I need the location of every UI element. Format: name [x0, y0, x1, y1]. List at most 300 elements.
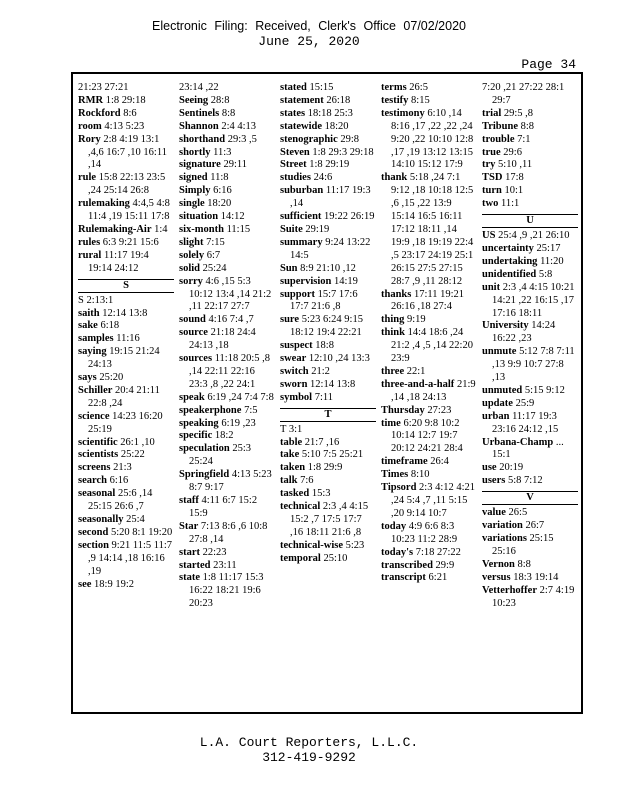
page-line-refs: 6:10 ,14 8:16 ,17 ,22 ,22 ,24 9:20 ,22 10:10 12:8 ,17 ,19 13:12 13:15 14:10 15:12 17:9	[391, 107, 474, 171]
index-term: transcribed	[381, 559, 433, 571]
index-term: two	[482, 198, 499, 210]
index-term: scientists	[78, 449, 119, 461]
page-line-refs: 10:1	[504, 185, 524, 197]
index-entry	[482, 520, 578, 533]
index-term: sure	[280, 314, 300, 326]
index-entry	[280, 159, 376, 172]
index-entry	[381, 560, 477, 573]
index-term: room	[78, 120, 102, 132]
page-line-refs: 8:6	[123, 107, 137, 119]
index-term: Vernon	[482, 558, 515, 570]
page-line-refs: 21:2	[311, 365, 330, 377]
page-line-refs: 2:3 ,4 4:15 15:2 ,7 17:5 17:7 ,16 18:11 21:6 ,8	[290, 501, 369, 538]
page-line-refs: 7:5	[244, 404, 258, 416]
index-entry	[179, 560, 275, 573]
index-term: swear	[280, 353, 307, 365]
page-line-refs: 15:3	[311, 488, 331, 500]
index-entry	[179, 418, 275, 431]
index-entry	[280, 437, 376, 450]
index-term: value	[482, 507, 506, 519]
page-line-refs: 11:15	[226, 223, 251, 235]
index-entry	[482, 411, 578, 437]
index-entry	[280, 540, 376, 553]
page-line-refs: 6:19 ,23	[221, 417, 256, 429]
index-entry	[179, 353, 275, 392]
index-entry	[179, 185, 275, 198]
index-term: trial	[482, 107, 502, 119]
page-line-refs: 5:10 ,11	[498, 159, 533, 171]
index-term: solid	[179, 262, 201, 274]
page-line-refs: 2:8 4:19 13:1 ,4,6 16:7 ,10 16:11 ,14	[88, 133, 167, 171]
index-entry	[482, 507, 578, 520]
index-term: Springfield	[179, 469, 230, 481]
index-term: speculation	[179, 443, 230, 455]
index-term: unidentified	[482, 268, 537, 280]
index-term: timeframe	[381, 456, 428, 468]
page-line-refs: 6:19 ,24 7:4 7:8	[207, 391, 274, 403]
index-entry	[482, 121, 578, 134]
page-line-refs: 6:7	[206, 249, 221, 261]
index-column-4	[381, 82, 477, 585]
index-term: signature	[179, 159, 221, 171]
page-line-refs: 17:8	[505, 172, 524, 184]
index-entry	[78, 488, 174, 514]
index-entry	[179, 211, 275, 224]
index-entry	[78, 527, 174, 540]
index-term: shortly	[179, 146, 211, 158]
index-entry	[179, 276, 275, 315]
index-entry	[78, 475, 174, 488]
index-term: University	[482, 320, 529, 332]
index-entry	[78, 333, 174, 346]
index-entry	[179, 224, 275, 237]
page-line-refs: 2:7 4:19 10:23	[492, 584, 575, 609]
index-term: Shannon	[179, 120, 219, 132]
page-line-refs: 25:24	[202, 262, 227, 274]
index-term: state	[179, 572, 200, 584]
page-line-refs: 14:24 16:22 ,23	[492, 320, 556, 345]
index-entry	[78, 237, 174, 250]
index-column-5	[482, 82, 578, 610]
page-line-refs: 25:20	[99, 372, 124, 384]
index-term: slight	[179, 236, 204, 248]
index-term: speaking	[179, 417, 219, 429]
page-line-refs: 21:9 ,14 ,18 24:13	[391, 378, 476, 403]
index-term: situation	[179, 211, 219, 223]
page-line-refs: 1:8 29:19	[309, 159, 350, 171]
index-entry	[280, 449, 376, 462]
page-line-refs: 7:11	[314, 391, 333, 403]
page-line-refs: 28:8	[210, 94, 230, 106]
index-term: support	[280, 288, 316, 300]
index-entry	[280, 353, 376, 366]
index-entry	[78, 224, 174, 237]
page-line-refs: 25:9	[515, 397, 535, 409]
page-line-refs: 14:12	[220, 211, 245, 223]
index-term: supervision	[280, 275, 332, 287]
index-entry	[482, 230, 578, 243]
page-line-refs: 6:16	[213, 185, 232, 197]
index-term: rural	[78, 249, 102, 261]
index-term: specific	[179, 430, 213, 442]
page-line-refs: 9:24 13:22 14:5	[290, 236, 371, 261]
page-line-refs: T 3:1	[280, 423, 303, 435]
page-line-refs: 27:23	[427, 404, 452, 416]
page-line-refs: 4:11 6:7 15:2 15:9	[189, 495, 258, 519]
index-term: suspect	[280, 340, 313, 352]
page-line-refs: 26:1 ,10	[120, 436, 155, 448]
page-line-refs: 1:8 29:18	[105, 94, 146, 106]
page-line-refs: 20:19	[499, 462, 524, 474]
page-line-refs: S 2:13:1	[78, 294, 114, 306]
index-term: rulemaking	[78, 198, 130, 210]
index-term: talk	[280, 475, 298, 487]
index-term: suburban	[280, 185, 324, 197]
page-line-refs: 26:5	[409, 82, 428, 93]
index-entry	[381, 405, 477, 418]
index-term: time	[381, 417, 401, 429]
index-entry	[280, 392, 376, 405]
page-line-refs: 5:20 8:1 19:20	[110, 526, 173, 538]
index-entry	[179, 147, 275, 160]
index-term: US	[482, 230, 496, 242]
section-letter: U	[482, 214, 578, 228]
hearing-date: June 25, 2020	[258, 34, 360, 49]
page-line-refs: 8:10	[410, 469, 430, 481]
index-entry	[482, 559, 578, 572]
index-entry	[280, 121, 376, 134]
page-line-refs: 19:22 26:19	[324, 211, 375, 223]
page-line-refs: 6:21	[428, 572, 448, 584]
page-line-refs: 5:23	[345, 539, 365, 551]
page-line-refs: 14:19	[333, 275, 358, 287]
index-term: Steven	[280, 146, 310, 158]
page-line-refs: 25:10	[323, 552, 348, 564]
index-entry	[482, 475, 578, 488]
page-line-refs: 26:7	[525, 520, 545, 532]
page-line-refs: 25:4 ,9 ,21 26:10	[498, 230, 570, 242]
index-entry	[381, 172, 477, 288]
index-term: today	[381, 520, 407, 532]
index-entry	[78, 108, 174, 121]
index-term: section	[78, 539, 109, 551]
page-line-refs: 26:18	[326, 94, 351, 106]
page-line-refs: 25:22	[120, 449, 145, 461]
page-line-refs: 25:17	[536, 242, 561, 254]
page-line-refs: 8:15	[411, 94, 430, 106]
index-term: table	[280, 436, 303, 448]
page-line-refs: 29:9	[435, 559, 455, 571]
page-line-refs: ... 15:1	[492, 436, 564, 461]
page-line-refs: 7:20 ,21 27:22 28:1 29:7	[482, 82, 565, 106]
page-line-refs: 11:17 19:4 19:14 24:12	[88, 249, 149, 274]
index-term: statement	[280, 94, 324, 106]
index-entry	[78, 198, 174, 224]
index-term: Tribune	[482, 120, 518, 132]
index-entry	[78, 172, 174, 198]
index-entry	[78, 437, 174, 450]
page-line-refs: 18:20	[207, 198, 232, 210]
page-line-refs: 11:17 19:3 ,14	[290, 185, 371, 210]
index-term: think	[381, 327, 405, 339]
index-column-3	[280, 82, 376, 566]
page-line-refs: 6:18	[100, 320, 120, 332]
page-line-refs: 12:14 13:8	[102, 307, 148, 319]
page-line-refs: 29:11	[223, 159, 247, 171]
page-line-refs: 25:3 25:24	[189, 443, 252, 468]
index-entry	[381, 95, 477, 108]
page-line-refs: 9:19	[406, 314, 426, 326]
index-term: users	[482, 475, 506, 487]
index-entry	[381, 572, 477, 585]
index-entry	[280, 224, 376, 237]
index-term: undertaking	[482, 255, 538, 267]
index-term: Vetterhoffer	[482, 584, 537, 596]
page-line-refs: 2:3 4:12 4:21 ,24 5:4 ,7 ,11 5:15 ,20 9:14 10:7	[391, 482, 476, 519]
index-term: rules	[78, 236, 101, 248]
index-entry	[381, 482, 477, 521]
index-entry	[482, 256, 578, 269]
page-line-refs: 7:15	[206, 236, 225, 248]
page-line-refs: 21:18 24:4 24:13 ,18	[189, 327, 256, 352]
index-entry	[482, 282, 578, 321]
index-entry	[280, 314, 376, 340]
index-entry	[280, 553, 376, 566]
index-entry	[78, 372, 174, 385]
index-entry	[179, 495, 275, 521]
page-line-refs: 22:1	[406, 365, 426, 377]
index-entry	[482, 198, 578, 211]
index-entry	[78, 385, 174, 411]
index-entry	[179, 159, 275, 172]
index-term: switch	[280, 365, 309, 377]
index-entry	[179, 108, 275, 121]
index-entry	[381, 469, 477, 482]
page-line-refs: 1:8 11:17 15:3 16:22 18:21 19:6 20:23	[189, 572, 264, 610]
page-line-refs: 18:18 25:3	[307, 107, 353, 119]
index-entry	[78, 308, 174, 321]
index-term: Times	[381, 469, 409, 481]
index-term: Tipsord	[381, 482, 417, 494]
index-term: sufficient	[280, 211, 322, 223]
page-line-refs: 23:14 ,22	[179, 82, 219, 93]
index-term: testimony	[381, 107, 425, 119]
index-entry	[381, 456, 477, 469]
page-line-refs: 25:6 ,14 25:15 26:6 ,7	[88, 488, 153, 513]
page-line-refs: 15:15	[309, 82, 334, 93]
index-term: unmuted	[482, 384, 523, 396]
page-line-refs: 5:8	[538, 268, 553, 280]
page-line-refs: 8:9 21:10 ,12	[300, 262, 356, 274]
index-term: sources	[179, 353, 213, 365]
index-term: statewide	[280, 120, 322, 132]
index-entry	[381, 314, 477, 327]
index-term: single	[179, 198, 205, 210]
index-entry	[179, 572, 275, 611]
index-entry	[179, 469, 275, 495]
index-term: Schiller	[78, 384, 113, 396]
page-line-refs: 9:21 11:5 11:7 ,9 14:14 ,18 16:16 ,19	[88, 539, 173, 577]
page-line-refs: 1:8 29:3 29:18	[312, 146, 374, 158]
page-line-refs: 15:7 17:6 17:7 21:6 ,8	[290, 288, 358, 313]
page-line-refs: 4:6 ,15 5:3 10:12 13:4 ,14 21:2 ,11 22:17 27:7	[189, 275, 272, 313]
index-term: today's	[381, 546, 414, 558]
page-line-refs: 5:8 7:12	[507, 475, 543, 487]
index-term: start	[179, 546, 200, 558]
index-term: three-and-a-half	[381, 378, 455, 390]
index-term: true	[482, 146, 501, 158]
page-line-refs: 14:4 18:6 ,24 21:2 ,4 ,5 ,14 22:20 23:9	[391, 327, 473, 365]
index-entry	[482, 185, 578, 198]
page-line-refs: 20:4 21:11 22:8 ,24	[88, 384, 160, 409]
index-term: thing	[381, 314, 405, 326]
index-term: three	[381, 365, 405, 377]
index-entry	[78, 346, 174, 372]
index-entry	[179, 237, 275, 250]
index-term: shorthand	[179, 133, 226, 145]
page-line-refs: 11:3	[213, 146, 232, 158]
index-term: solely	[179, 249, 205, 261]
index-entry	[78, 579, 174, 592]
page-line-refs: 29:3 ,5	[227, 133, 257, 145]
index-entry	[381, 379, 477, 405]
index-term: summary	[280, 236, 323, 248]
index-term: RMR	[78, 94, 104, 106]
page-line-refs: 5:12 7:8 7:11 ,13 9:9 10:7 27:8 ,13	[492, 346, 575, 384]
page-line-refs: 12:14 13:8	[310, 378, 356, 390]
index-term: second	[78, 526, 109, 538]
page-line-refs: 18:20	[324, 120, 349, 132]
index-term: thanks	[381, 288, 412, 300]
index-term: seasonally	[78, 514, 124, 525]
index-entry	[280, 340, 376, 353]
index-term: source	[179, 327, 208, 339]
index-entry	[280, 475, 376, 488]
index-term: sound	[179, 314, 206, 326]
page-line-refs: 22:23	[202, 546, 227, 558]
index-entry	[482, 385, 578, 398]
page-line-refs: 12:10 ,24 13:3	[308, 353, 370, 365]
index-term: versus	[482, 571, 511, 583]
index-entry	[78, 540, 174, 579]
index-term: urban	[482, 410, 510, 422]
page-line-refs: 29:8	[340, 133, 360, 145]
index-term: Thursday	[381, 404, 425, 416]
index-entry	[482, 159, 578, 172]
index-entry	[381, 327, 477, 366]
index-entry	[381, 108, 477, 173]
index-term: stated	[280, 82, 307, 93]
page-line-refs: 17:11 19:21 26:16 ,18 27:4	[391, 288, 465, 313]
page-line-refs: 8:8	[221, 107, 236, 119]
index-entry	[78, 250, 174, 276]
index-entry	[280, 147, 376, 160]
page-line-refs: 18:3 19:14	[513, 571, 559, 583]
page-line-refs: 11:18 20:5 ,8 ,14 22:11 22:16 23:3 ,8 ,22 24:1	[189, 353, 271, 390]
index-term: TSD	[482, 172, 503, 184]
page-line-refs: 29:5 ,8	[503, 107, 534, 119]
index-entry	[482, 243, 578, 256]
index-entry	[482, 533, 578, 559]
index-term: samples	[78, 333, 114, 345]
index-term: Rory	[78, 133, 101, 145]
index-entry	[280, 462, 376, 475]
page-line-refs: 4:4,5 4:8 11:4 ,19 15:11 17:8	[88, 198, 170, 223]
page-line-refs: 26:4	[430, 456, 449, 468]
page-line-refs: 11:8	[210, 172, 229, 184]
index-entry	[78, 411, 174, 437]
page-line-refs: 25:15 25:16	[492, 533, 554, 557]
index-term: tasked	[280, 488, 310, 500]
index-entry	[381, 82, 477, 95]
page-line-refs: 2:3 ,4 4:15 10:21 14:21 ,22 16:15 ,17 17:16 18:11	[492, 281, 575, 319]
index-term: take	[280, 449, 300, 461]
index-entry	[280, 276, 376, 289]
page-line-refs: 4:16 7:4 ,7	[208, 314, 254, 326]
index-term: signed	[179, 172, 208, 184]
page-line-refs: 5:10 7:5 25:21	[301, 449, 364, 461]
page-line-refs: 18:8	[315, 340, 334, 352]
index-term: variation	[482, 520, 523, 532]
index-term: six-month	[179, 223, 224, 235]
index-term: Star	[179, 520, 199, 532]
index-term: Sentinels	[179, 107, 220, 119]
index-term: trouble	[482, 133, 515, 145]
index-term: taken	[280, 462, 306, 474]
index-entry	[482, 585, 578, 611]
index-entry	[280, 289, 376, 315]
index-entry	[482, 269, 578, 282]
page-line-refs: 2:4 4:13	[221, 120, 257, 132]
index-entry	[280, 237, 376, 263]
index-term: seasonal	[78, 488, 116, 500]
page-line-refs: 1:4	[154, 223, 168, 235]
page-line-refs: 7:1	[517, 133, 531, 145]
index-term: temporal	[280, 552, 321, 564]
index-term: testify	[381, 94, 409, 106]
index-term: Street	[280, 159, 307, 171]
index-entry	[179, 547, 275, 560]
index-column-2	[179, 82, 275, 611]
index-entry	[179, 405, 275, 418]
page-line-refs: 4:9 6:6 8:3 10:23 11:2 28:9	[391, 520, 458, 545]
index-entry	[280, 366, 376, 379]
index-term: speak	[179, 391, 205, 403]
index-term: Sun	[280, 262, 298, 274]
index-term: saith	[78, 307, 100, 319]
index-term: sake	[78, 320, 98, 332]
page-line-refs: 29:6	[503, 146, 522, 158]
page-line-refs: 8:8	[520, 120, 535, 132]
page-line-refs: 11:1	[500, 198, 520, 210]
index-entry	[78, 134, 174, 173]
index-entry	[179, 430, 275, 443]
index-entry	[179, 121, 275, 134]
page-line-refs: 26:5	[508, 507, 528, 519]
index-entry	[482, 398, 578, 411]
index-term: transcript	[381, 572, 426, 584]
index-entry	[179, 82, 275, 95]
index-entry	[78, 514, 174, 527]
index-term: scientific	[78, 436, 118, 448]
section-letter: S	[78, 279, 174, 293]
index-entry	[482, 172, 578, 185]
page-line-refs: 23:11	[213, 559, 237, 571]
index-entry	[78, 82, 174, 95]
index-term: technical	[280, 501, 321, 513]
index-term: rule	[78, 172, 97, 184]
page-line-refs: 6:16	[109, 475, 129, 487]
